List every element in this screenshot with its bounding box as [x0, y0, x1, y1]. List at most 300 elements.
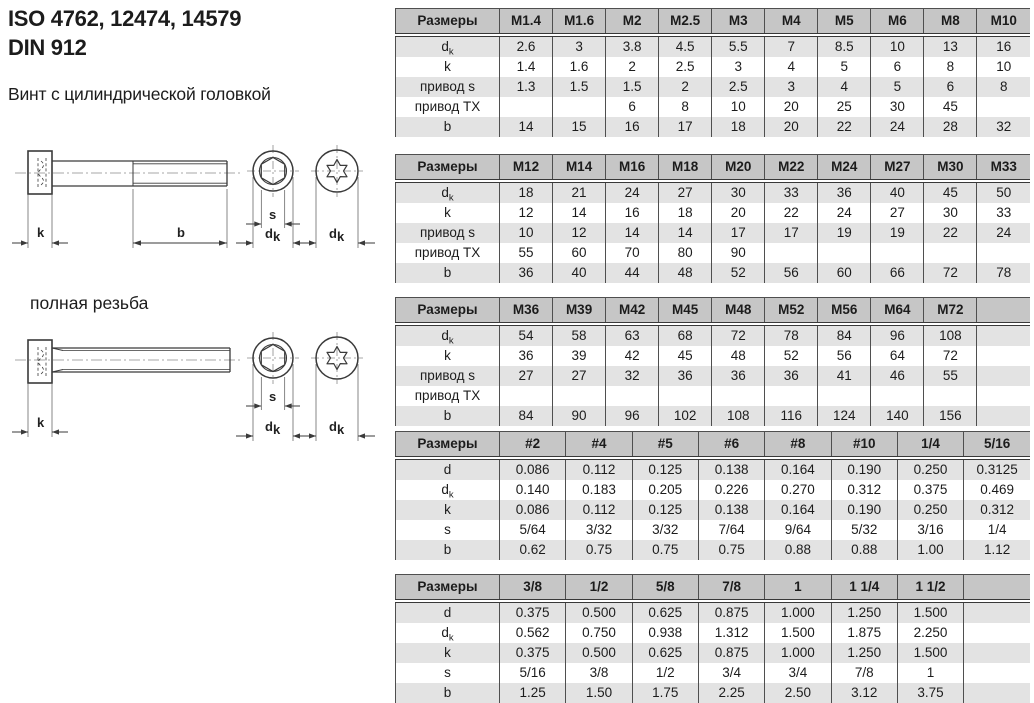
size-column-header: M24 — [818, 155, 871, 182]
value-cell: 60 — [818, 263, 871, 283]
value-cell: 72 — [712, 324, 765, 346]
value-cell: 0.112 — [566, 500, 632, 520]
value-cell: 0.750 — [566, 623, 632, 643]
value-cell: 24 — [977, 223, 1030, 243]
value-cell: 2 — [606, 57, 659, 77]
table-row — [396, 366, 1031, 386]
size-column-header: M64 — [871, 298, 924, 325]
size-column-header: M2 — [606, 9, 659, 36]
value-cell: 108 — [924, 324, 977, 346]
dimension-column-header: Размеры — [396, 9, 500, 36]
row-label: b — [396, 683, 500, 703]
dim-label-dk-torx: dk — [329, 226, 345, 244]
value-cell: 64 — [871, 346, 924, 366]
table-row — [396, 540, 1031, 560]
size-column-header: M56 — [818, 298, 871, 325]
value-cell: 4 — [765, 57, 818, 77]
value-cell: 1.000 — [765, 601, 831, 623]
header-row — [396, 432, 1031, 459]
value-cell: 24 — [606, 181, 659, 203]
screw-drawing-partial-thread — [5, 133, 385, 261]
size-column-header: M27 — [871, 155, 924, 182]
value-cell: 36 — [500, 263, 553, 283]
value-cell: 3/4 — [698, 663, 764, 683]
value-cell: 19 — [818, 223, 871, 243]
value-cell: 0.164 — [765, 458, 831, 480]
dimension-column-header: Размеры — [396, 432, 500, 459]
value-cell: 3 — [553, 35, 606, 57]
size-column-header: M1.6 — [553, 9, 606, 36]
value-cell: 2 — [659, 77, 712, 97]
size-column-header: M30 — [924, 155, 977, 182]
dimension-column-header: Размеры — [396, 575, 500, 602]
value-cell: 58 — [553, 324, 606, 346]
value-cell: 36 — [765, 366, 818, 386]
value-cell: 1.312 — [698, 623, 764, 643]
row-label: d — [396, 458, 500, 480]
thread-minor-lines — [133, 164, 227, 183]
size-column-header: 7/8 — [698, 575, 764, 602]
value-cell — [500, 97, 553, 117]
value-cell: 0.164 — [765, 500, 831, 520]
value-cell: 45 — [924, 97, 977, 117]
value-cell: 1.000 — [765, 643, 831, 663]
screw-head-side — [28, 151, 52, 194]
value-cell: 3/16 — [897, 520, 963, 540]
size-column-header: 5/8 — [632, 575, 698, 602]
value-cell: 0.88 — [765, 540, 831, 560]
value-cell: 0.75 — [632, 540, 698, 560]
value-cell: 46 — [871, 366, 924, 386]
value-cell: 21 — [553, 181, 606, 203]
size-column-header: 1 1/2 — [897, 575, 963, 602]
table-row — [396, 520, 1031, 540]
value-cell: 6 — [924, 77, 977, 97]
value-cell: 1.5 — [553, 77, 606, 97]
value-cell: 1/2 — [632, 663, 698, 683]
value-cell: 9/64 — [765, 520, 831, 540]
dimension-column-header: Размеры — [396, 155, 500, 182]
size-column-header: 5/16 — [964, 432, 1030, 459]
value-cell: 1.6 — [553, 57, 606, 77]
value-cell: 41 — [818, 366, 871, 386]
value-cell — [977, 406, 1030, 426]
value-cell: 55 — [924, 366, 977, 386]
value-cell: 0.250 — [897, 458, 963, 480]
value-cell: 50 — [977, 181, 1030, 203]
value-cell: 25 — [818, 97, 871, 117]
row-label: $d_k$ — [396, 324, 500, 346]
value-cell: 14 — [553, 203, 606, 223]
row-label: b — [396, 117, 500, 137]
value-cell: 3.8 — [606, 35, 659, 57]
row-label: $d_k$ — [396, 35, 500, 57]
value-cell: 3.12 — [831, 683, 897, 703]
value-cell: 84 — [500, 406, 553, 426]
value-cell: 3.75 — [897, 683, 963, 703]
value-cell: 0.270 — [765, 480, 831, 500]
row-label: b — [396, 540, 500, 560]
table-row — [396, 601, 1031, 623]
value-cell — [964, 623, 1030, 643]
value-cell: 27 — [871, 203, 924, 223]
value-cell: 52 — [712, 263, 765, 283]
value-cell: 45 — [924, 181, 977, 203]
value-cell: 5.5 — [712, 35, 765, 57]
value-cell: 0.138 — [698, 458, 764, 480]
dim-label-b: b — [177, 225, 185, 240]
value-cell: 0.140 — [500, 480, 566, 500]
dim-label-dk-hex: dk — [265, 226, 281, 244]
dim-label-s: s — [269, 207, 277, 222]
dim-arrows-k — [21, 240, 59, 245]
size-column-header: M52 — [765, 298, 818, 325]
row-label: $d_k$ — [396, 480, 500, 500]
value-cell: 1.500 — [897, 643, 963, 663]
row-label: привод TX — [396, 386, 500, 406]
value-cell: 0.190 — [831, 458, 897, 480]
table-row — [396, 683, 1031, 703]
value-cell: 0.88 — [831, 540, 897, 560]
value-cell: 68 — [659, 324, 712, 346]
size-column-header: M6 — [871, 9, 924, 36]
value-cell: 90 — [553, 406, 606, 426]
value-cell: 72 — [924, 346, 977, 366]
value-cell: 3/4 — [765, 663, 831, 683]
table-row — [396, 263, 1031, 283]
value-cell: 60 — [553, 243, 606, 263]
value-cell: 4.5 — [659, 35, 712, 57]
value-cell: 4 — [818, 77, 871, 97]
value-cell: 6 — [606, 97, 659, 117]
value-cell: 48 — [712, 346, 765, 366]
size-column-header: M45 — [659, 298, 712, 325]
spec-table — [395, 431, 1030, 560]
size-column-header: M48 — [712, 298, 765, 325]
screw-head-side — [28, 340, 52, 383]
header-row — [396, 155, 1031, 182]
value-cell: 42 — [606, 346, 659, 366]
table-row — [396, 480, 1031, 500]
value-cell: 56 — [765, 263, 818, 283]
value-cell: 156 — [924, 406, 977, 426]
value-cell — [924, 386, 977, 406]
value-cell: 90 — [712, 243, 765, 263]
value-cell: 0.125 — [632, 500, 698, 520]
value-cell: 0.086 — [500, 458, 566, 480]
row-label: s — [396, 663, 500, 683]
value-cell: 1.75 — [632, 683, 698, 703]
row-label: $d_k$ — [396, 623, 500, 643]
value-cell: 19 — [871, 223, 924, 243]
value-cell: 2.250 — [897, 623, 963, 643]
screw-shaft — [52, 161, 227, 186]
value-cell: 20 — [765, 97, 818, 117]
value-cell: 30 — [924, 203, 977, 223]
value-cell: 24 — [871, 117, 924, 137]
value-cell: 80 — [659, 243, 712, 263]
table-row — [396, 223, 1031, 243]
value-cell: 14 — [500, 117, 553, 137]
size-column-header: #4 — [566, 432, 632, 459]
value-cell: 48 — [659, 263, 712, 283]
value-cell: 5/64 — [500, 520, 566, 540]
value-cell: 28 — [924, 117, 977, 137]
value-cell: 96 — [606, 406, 659, 426]
value-cell: 0.75 — [566, 540, 632, 560]
dim-arrows-s — [254, 221, 291, 226]
value-cell: 55 — [500, 243, 553, 263]
row-label: d — [396, 601, 500, 623]
value-cell: 0.312 — [831, 480, 897, 500]
value-cell: 3 — [712, 57, 765, 77]
table-row — [396, 57, 1031, 77]
value-cell: 0.562 — [500, 623, 566, 643]
row-label: k — [396, 500, 500, 520]
value-cell: 8.5 — [818, 35, 871, 57]
value-cell: 0.183 — [566, 480, 632, 500]
inch-table-small-sizes — [395, 431, 1030, 560]
value-cell: 32 — [606, 366, 659, 386]
value-cell: 5/16 — [500, 663, 566, 683]
size-column-header: M33 — [977, 155, 1030, 182]
value-cell — [818, 243, 871, 263]
value-cell: 13 — [924, 35, 977, 57]
table-row — [396, 643, 1031, 663]
value-cell: 0.112 — [566, 458, 632, 480]
value-cell: 33 — [996, 205, 1012, 220]
table-row — [396, 35, 1031, 57]
size-column-header: M39 — [553, 298, 606, 325]
value-cell: 1.250 — [831, 601, 897, 623]
value-cell: 2.5 — [712, 77, 765, 97]
value-cell: 18 — [712, 117, 765, 137]
standard-title-din: DIN 912 — [8, 35, 87, 60]
crosshair-torx-view — [311, 145, 363, 197]
value-cell: 63 — [606, 324, 659, 346]
size-column-header: M4 — [765, 9, 818, 36]
table-row — [396, 97, 1031, 117]
value-cell — [553, 386, 606, 406]
value-cell: 16 — [606, 203, 659, 223]
inch-table-large-sizes — [395, 574, 1030, 703]
table-row — [396, 623, 1031, 643]
size-column-header: 3/8 — [500, 575, 566, 602]
crosshair-hex-view — [247, 145, 299, 197]
value-cell: 0.500 — [566, 601, 632, 623]
value-cell: 22 — [818, 117, 871, 137]
value-cell: 14 — [659, 223, 712, 243]
value-cell: 20 — [712, 203, 765, 223]
value-cell: 0.75 — [698, 540, 764, 560]
table-row — [396, 500, 1031, 520]
value-cell: 0.875 — [698, 643, 764, 663]
value-cell — [765, 243, 818, 263]
value-cell: 102 — [659, 406, 712, 426]
metric-table-small-sizes — [395, 8, 1030, 137]
size-column-header: M1.4 — [500, 9, 553, 36]
value-cell: 10 — [871, 35, 924, 57]
dim-label-dk-hex: dk — [265, 419, 281, 437]
value-cell: 2.5 — [659, 57, 712, 77]
value-cell: 0.875 — [698, 601, 764, 623]
value-cell — [871, 243, 924, 263]
value-cell: 0.625 — [632, 643, 698, 663]
value-cell: 27 — [659, 181, 712, 203]
value-cell — [606, 386, 659, 406]
row-label: k — [396, 643, 500, 663]
value-cell — [765, 386, 818, 406]
value-cell: 0.625 — [632, 601, 698, 623]
value-cell: 5 — [871, 77, 924, 97]
value-cell: 10 — [712, 97, 765, 117]
value-cell: 116 — [765, 406, 818, 426]
size-column-header: #6 — [698, 432, 764, 459]
value-cell: 5/32 — [831, 520, 897, 540]
value-cell: 12 — [553, 223, 606, 243]
value-cell: 0.500 — [566, 643, 632, 663]
value-cell: 8 — [977, 77, 1030, 97]
value-cell: 1.500 — [897, 601, 963, 623]
table-row — [396, 386, 1031, 406]
value-cell: 2.25 — [698, 683, 764, 703]
value-cell: 0.469 — [980, 482, 1014, 497]
row-label: k — [396, 203, 500, 223]
crosshair-hex-view — [247, 332, 299, 384]
row-label: привод s — [396, 223, 500, 243]
value-cell: 5 — [818, 57, 871, 77]
value-cell — [964, 663, 1030, 683]
value-cell: 0.938 — [632, 623, 698, 643]
value-cell: 1.12 — [964, 540, 1030, 560]
size-column-header: #8 — [765, 432, 831, 459]
value-cell: 17 — [765, 223, 818, 243]
value-cell: 78 — [765, 324, 818, 346]
size-column-header: M36 — [500, 298, 553, 325]
size-column-header: #5 — [632, 432, 698, 459]
dim-label-k: k — [37, 225, 45, 240]
row-label: b — [396, 263, 500, 283]
value-cell: 36 — [712, 366, 765, 386]
value-cell — [964, 643, 1030, 663]
size-column-header: 1/2 — [566, 575, 632, 602]
row-label: привод TX — [396, 243, 500, 263]
value-cell: 1 — [897, 663, 963, 683]
value-cell: 44 — [606, 263, 659, 283]
value-cell: 8 — [924, 57, 977, 77]
value-cell: 17 — [659, 117, 712, 137]
value-cell — [553, 97, 606, 117]
dim-label-dk-torx: dk — [329, 419, 345, 437]
value-cell: 18 — [659, 203, 712, 223]
size-column-header: M42 — [606, 298, 659, 325]
spec-table — [395, 297, 1030, 426]
metric-table-large-sizes — [395, 297, 1030, 426]
value-cell: 0.62 — [500, 540, 566, 560]
value-cell — [977, 386, 1030, 406]
value-cell: 36 — [818, 181, 871, 203]
size-column-header: #2 — [500, 432, 566, 459]
value-cell: 0.375 — [500, 643, 566, 663]
value-cell: 0.226 — [698, 480, 764, 500]
size-column-header: M3 — [712, 9, 765, 36]
size-column-header — [977, 298, 1030, 325]
value-cell: 27 — [500, 366, 553, 386]
standard-title-iso: ISO 4762, 12474, 14579 — [8, 6, 242, 31]
value-cell: 45 — [659, 346, 712, 366]
size-column-header: M10 — [977, 9, 1030, 36]
value-cell — [818, 386, 871, 406]
size-column-header: #10 — [831, 432, 897, 459]
value-cell: 0.125 — [632, 458, 698, 480]
value-cell: 36 — [659, 366, 712, 386]
product-name: Винт с цилиндрической головкой — [8, 84, 271, 104]
value-cell: 30 — [871, 97, 924, 117]
value-cell: 0.312 — [964, 500, 1030, 520]
dim-arrows-s — [254, 403, 291, 408]
value-cell: 70 — [606, 243, 659, 263]
size-column-header — [964, 575, 1030, 602]
value-cell: 6 — [871, 57, 924, 77]
value-cell: 40 — [553, 263, 606, 283]
value-cell: 14 — [606, 223, 659, 243]
value-cell: 17 — [712, 223, 765, 243]
value-cell: 39 — [553, 346, 606, 366]
value-cell: 40 — [871, 181, 924, 203]
value-cell: 1/4 — [987, 522, 1007, 537]
value-cell: 30 — [712, 181, 765, 203]
value-cell: 96 — [871, 324, 924, 346]
value-cell — [712, 386, 765, 406]
table-row — [396, 77, 1031, 97]
value-cell: 66 — [871, 263, 924, 283]
value-cell: 10 — [500, 223, 553, 243]
socket-hidden-lines — [38, 347, 46, 377]
size-column-header: 1 1/4 — [831, 575, 897, 602]
value-cell: 2.50 — [765, 683, 831, 703]
size-column-header: 1 — [765, 575, 831, 602]
size-column-header: M18 — [659, 155, 712, 182]
dim-label-k: k — [37, 415, 45, 430]
value-cell — [964, 683, 1030, 703]
row-label: s — [396, 520, 500, 540]
thread-minor-lines — [63, 351, 230, 370]
value-cell: 3/32 — [566, 520, 632, 540]
screw-drawing-full-thread — [5, 310, 385, 448]
value-cell: 0.138 — [698, 500, 764, 520]
header-row — [396, 298, 1031, 325]
table-row — [396, 117, 1031, 137]
table-row — [396, 203, 1031, 223]
value-cell — [871, 386, 924, 406]
value-cell: 3 — [765, 77, 818, 97]
value-cell: 7 — [765, 35, 818, 57]
value-cell: 1.00 — [897, 540, 963, 560]
row-label: привод s — [396, 366, 500, 386]
spec-table — [395, 154, 1030, 283]
value-cell: 0.375 — [897, 480, 963, 500]
value-cell: 2.6 — [500, 35, 553, 57]
value-cell: 1.3 — [500, 77, 553, 97]
value-cell: 22 — [924, 223, 977, 243]
dimension-column-header: Размеры — [396, 298, 500, 325]
value-cell: 32 — [977, 117, 1030, 137]
value-cell: 0.375 — [500, 601, 566, 623]
value-cell: 18 — [500, 181, 553, 203]
size-column-header: M2.5 — [659, 9, 712, 36]
value-cell: 140 — [871, 406, 924, 426]
value-cell: 24 — [818, 203, 871, 223]
